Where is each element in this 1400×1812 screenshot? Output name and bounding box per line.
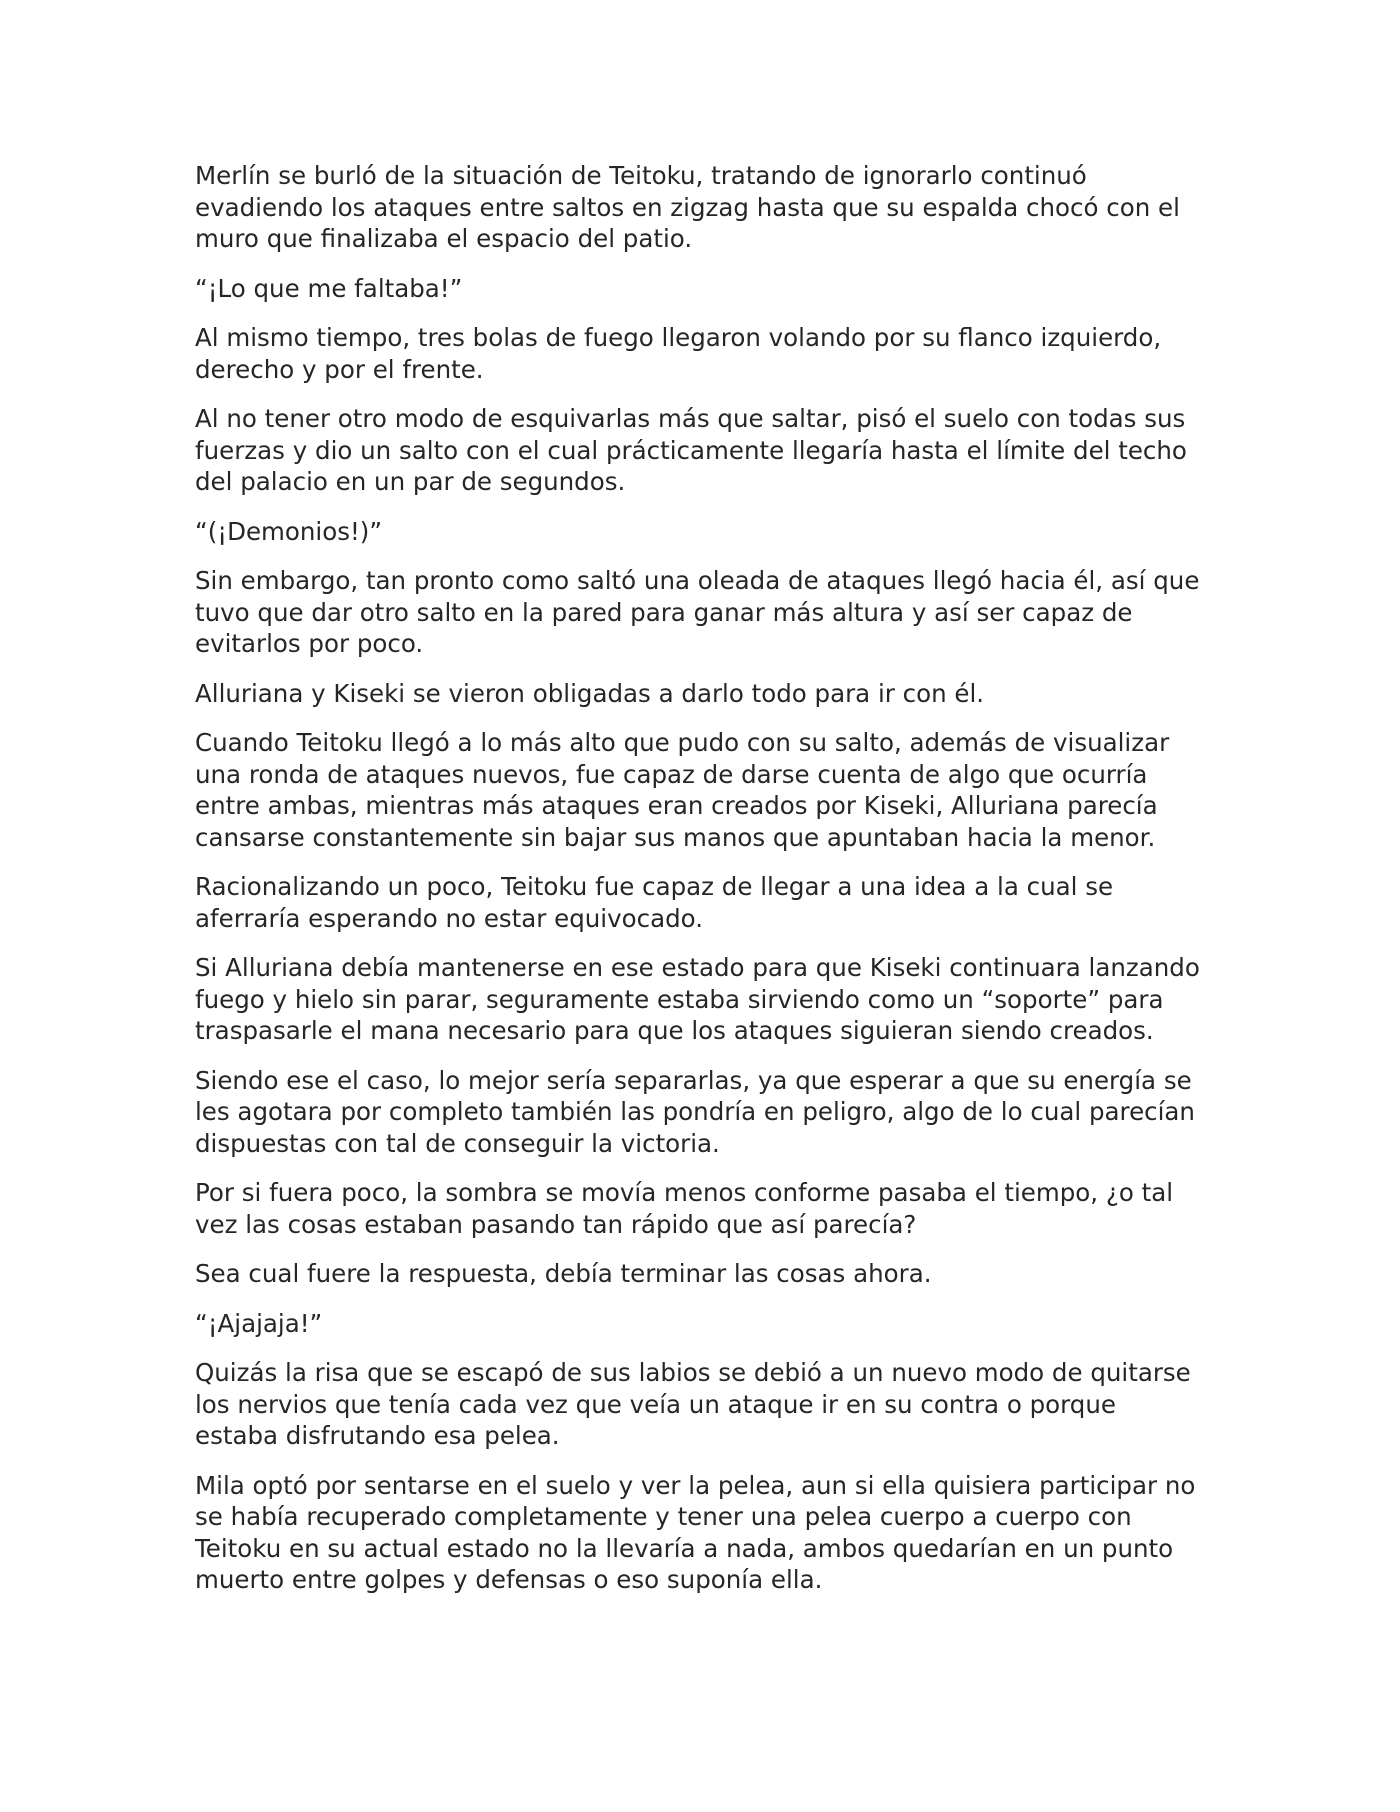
paragraph: “¡Lo que me faltaba!” — [195, 273, 463, 303]
document-page — [195, 160, 1205, 1614]
paragraph: Quizás la risa que se escapó de sus labios se debió a un nuevo modo de quitarse los nervios que tenía cada vez que veía un ataque ir en su contra o porque estaba disfrutando esa pelea. — [195, 1358, 1191, 1450]
paragraph: Sea cual fuere la respuesta, debía terminar las cosas ahora. — [195, 1259, 932, 1288]
paragraph: Siendo ese el caso, lo mejor sería separarlas, ya que esperar a que su energía se les agotara por completo también las pondría en peligro, algo de lo cual parecían dispuestas con tal de conseguir la victoria. — [195, 1065, 1195, 1158]
paragraph: Merlín se burló de la situación de Teitoku, tratando de ignorarlo continuó evadiendo los ataques entre saltos en zigzag hasta que su espalda chocó con el muro que finalizaba el espacio del patio. — [195, 161, 1180, 253]
paragraph: Cuando Teitoku llegó a lo más alto que pudo con su salto, además de visualizar una ronda de ataques nuevos, fue capaz de darse cuenta de algo que ocurría entre ambas, mientras más ataques eran creados por Kiseki, Alluriana parecía cansarse constantemente sin bajar sus manos que apuntaban hacia la menor. — [195, 728, 1170, 852]
paragraph: Al mismo tiempo, tres bolas de fuego llegaron volando por su flanco izquierdo, derecho y por el frente. — [195, 323, 1162, 384]
paragraph: Alluriana y Kiseki se vieron obligadas a darlo todo para ir con él. — [195, 678, 985, 708]
paragraph: “(¡Demonios!)” — [195, 516, 383, 546]
paragraph: Por si fuera poco, la sombra se movía menos conforme pasaba el tiempo, ¿o tal vez las cosas estaban pasando tan rápido que así parecía? — [195, 1178, 1174, 1239]
paragraph: Sin embargo, tan pronto como saltó una oleada de ataques llegó hacia él, así que tuvo que dar otro salto en la pared para ganar más altura y así ser capaz de evitarlos por poco. — [195, 566, 1200, 658]
paragraph: Mila optó por sentarse en el suelo y ver la pelea, aun si ella quisiera participar no se había recuperado completamente y tener una pelea cuerpo a cuerpo con Teitoku en su actual estado no la llevaría a nada, ambos quedarían en un punto muerto entre golpes y defensas o eso suponía ella. — [195, 1470, 1196, 1594]
paragraph: Racionalizando un poco, Teitoku fue capaz de llegar a una idea a la cual se aferraría esperando no estar equivocado. — [195, 872, 1114, 933]
paragraph: Al no tener otro modo de esquivarlas más que saltar, pisó el suelo con todas sus fuerzas y dio un salto con el cual prácticamente llegaría hasta el límite del techo del palacio en un par de segundos. — [195, 404, 1187, 496]
paragraph: Si Alluriana debía mantenerse en ese estado para que Kiseki continuara lanzando fuego y hielo sin parar, seguramente estaba sirviendo como un “soporte” para traspasarle el mana necesario para que los ataques siguieran siendo creados. — [195, 953, 1200, 1045]
paragraph: “¡Ajajaja!” — [195, 1308, 323, 1338]
